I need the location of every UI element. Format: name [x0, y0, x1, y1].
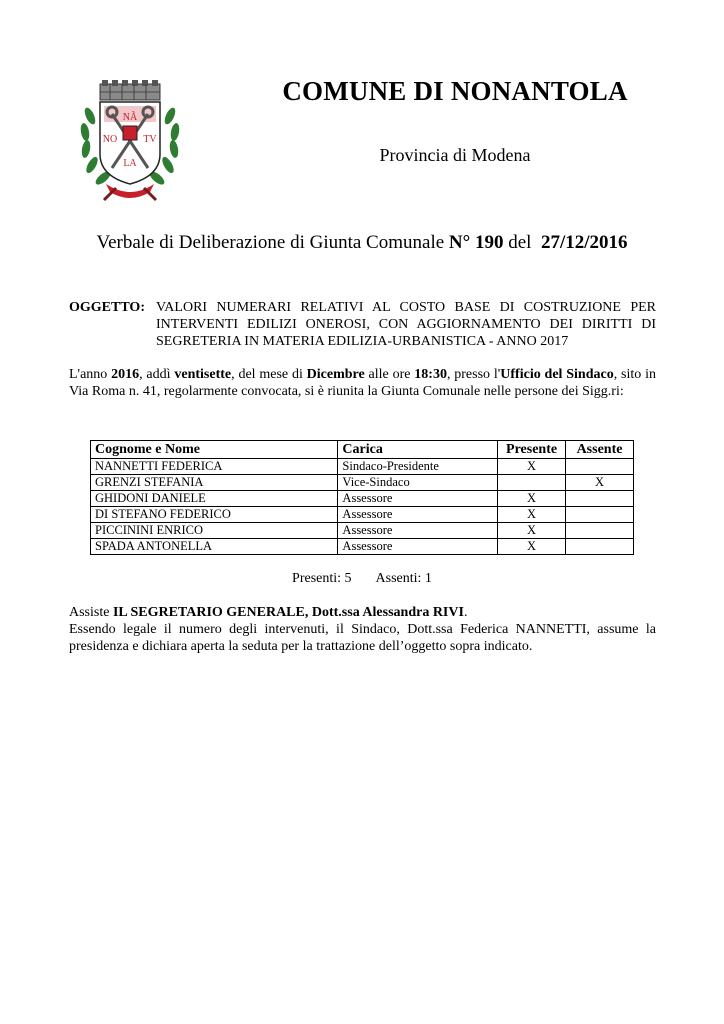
- present-mark: X: [498, 459, 566, 475]
- present-mark: [498, 475, 566, 491]
- member-name: NANNETTI FEDERICA: [91, 459, 338, 475]
- member-role: Assessore: [338, 539, 498, 555]
- intro-paragraph: [69, 366, 656, 400]
- assiste-text: Assiste: [69, 605, 113, 620]
- attendance-count: [0, 571, 724, 587]
- intro-day: ventisette: [174, 367, 232, 382]
- crown-icon: [100, 80, 160, 100]
- column-header-present: Presente: [498, 441, 566, 459]
- oggetto-text: VALORI NUMERARI RELATIVI AL COSTO BASE DI COSTRUZIONE PER INTERVENTI EDILIZI ONEROSI, CON AGGIORNAMENTO DEI DIRITTI DI SEGRETERIA IN MATERIA EDILIZIA-URBANISTICA - ANNO 2017: [156, 300, 656, 349]
- member-name: DI STEFANO FEDERICO: [91, 507, 338, 523]
- member-role: Assessore: [338, 491, 498, 507]
- table-row: [91, 523, 634, 539]
- crest-letters-right: TV: [143, 134, 157, 145]
- intro-text: L'anno: [69, 367, 112, 382]
- intro-month: Dicembre: [306, 367, 365, 382]
- table-header-row: [91, 441, 634, 459]
- assiste-paragraph: [69, 604, 656, 655]
- assiste-text: .: [463, 605, 468, 620]
- column-header-name: Cognome e Nome: [91, 441, 338, 459]
- member-role: Vice-Sindaco: [338, 475, 498, 491]
- verbale-del: del: [508, 232, 532, 253]
- province-name: Provincia di Modena: [379, 145, 531, 165]
- table-row: [91, 491, 634, 507]
- absent-mark: [566, 539, 634, 555]
- verbale-prefix: Verbale di Deliberazione di Giunta Comunale: [96, 232, 445, 253]
- member-name: GHIDONI DANIELE: [91, 491, 338, 507]
- member-name: GRENZI STEFANIA: [91, 475, 338, 491]
- intro-text: , presso l': [446, 367, 501, 382]
- intro-place: Ufficio del Sindaco: [500, 367, 614, 382]
- intro-text: , del mese di: [231, 367, 307, 382]
- member-name: PICCININI ENRICO: [91, 523, 338, 539]
- member-role: Sindaco-Presidente: [338, 459, 498, 475]
- table-row: [91, 539, 634, 555]
- member-role: Assessore: [338, 523, 498, 539]
- oggetto-section: [69, 299, 656, 350]
- verbale-heading: [40, 232, 684, 254]
- column-header-absent: Assente: [566, 441, 634, 459]
- verbale-date: 27/12/2016: [540, 232, 628, 253]
- crest-letters-left: NO: [102, 134, 118, 145]
- present-mark: X: [498, 539, 566, 555]
- intro-time: 18:30: [414, 367, 447, 382]
- absent-mark: [566, 491, 634, 507]
- table-row: [91, 507, 634, 523]
- intro-text: , sito in Via Roma n. 41, regolarmente convocata, si è riunita la Giunta Comunale nelle persone dei Sigg.ri:: [69, 367, 656, 399]
- absent-mark: [566, 523, 634, 539]
- page-title: COMUNE DI NONANTOLA: [282, 76, 628, 106]
- column-header-role: Carica: [338, 441, 498, 459]
- intro-text: alle ore: [364, 367, 415, 382]
- present-mark: X: [498, 523, 566, 539]
- present-mark: X: [498, 491, 566, 507]
- present-count: Presenti: 5: [292, 571, 352, 586]
- table-row: [91, 475, 634, 491]
- absent-count: Assenti: 1: [375, 571, 432, 586]
- attendance-table: [90, 440, 634, 555]
- intro-year: 2016: [111, 367, 140, 382]
- crest-letters-top: NÃ: [122, 112, 138, 123]
- absent-mark: X: [566, 475, 634, 491]
- absent-mark: [566, 507, 634, 523]
- crest-letters-bottom: LA: [123, 158, 137, 169]
- secretary-name: IL SEGRETARIO GENERALE, Dott.ssa Alessandra RIVI: [112, 605, 464, 620]
- quorum-text: Essendo legale il numero degli intervenuti, il Sindaco, Dott.ssa Federica NANNETTI, assume la presidenza e dichiara aperta la seduta per la trattazione dell’oggetto sopra indicato.: [69, 622, 656, 654]
- oggetto-label: OGGETTO:: [69, 300, 145, 315]
- member-name: SPADA ANTONELLA: [91, 539, 338, 555]
- verbale-number: N° 190: [448, 232, 504, 253]
- member-role: Assessore: [338, 507, 498, 523]
- municipal-crest-icon: [76, 76, 184, 204]
- intro-text: , addì: [139, 367, 175, 382]
- absent-mark: [566, 459, 634, 475]
- table-row: [91, 459, 634, 475]
- present-mark: X: [498, 507, 566, 523]
